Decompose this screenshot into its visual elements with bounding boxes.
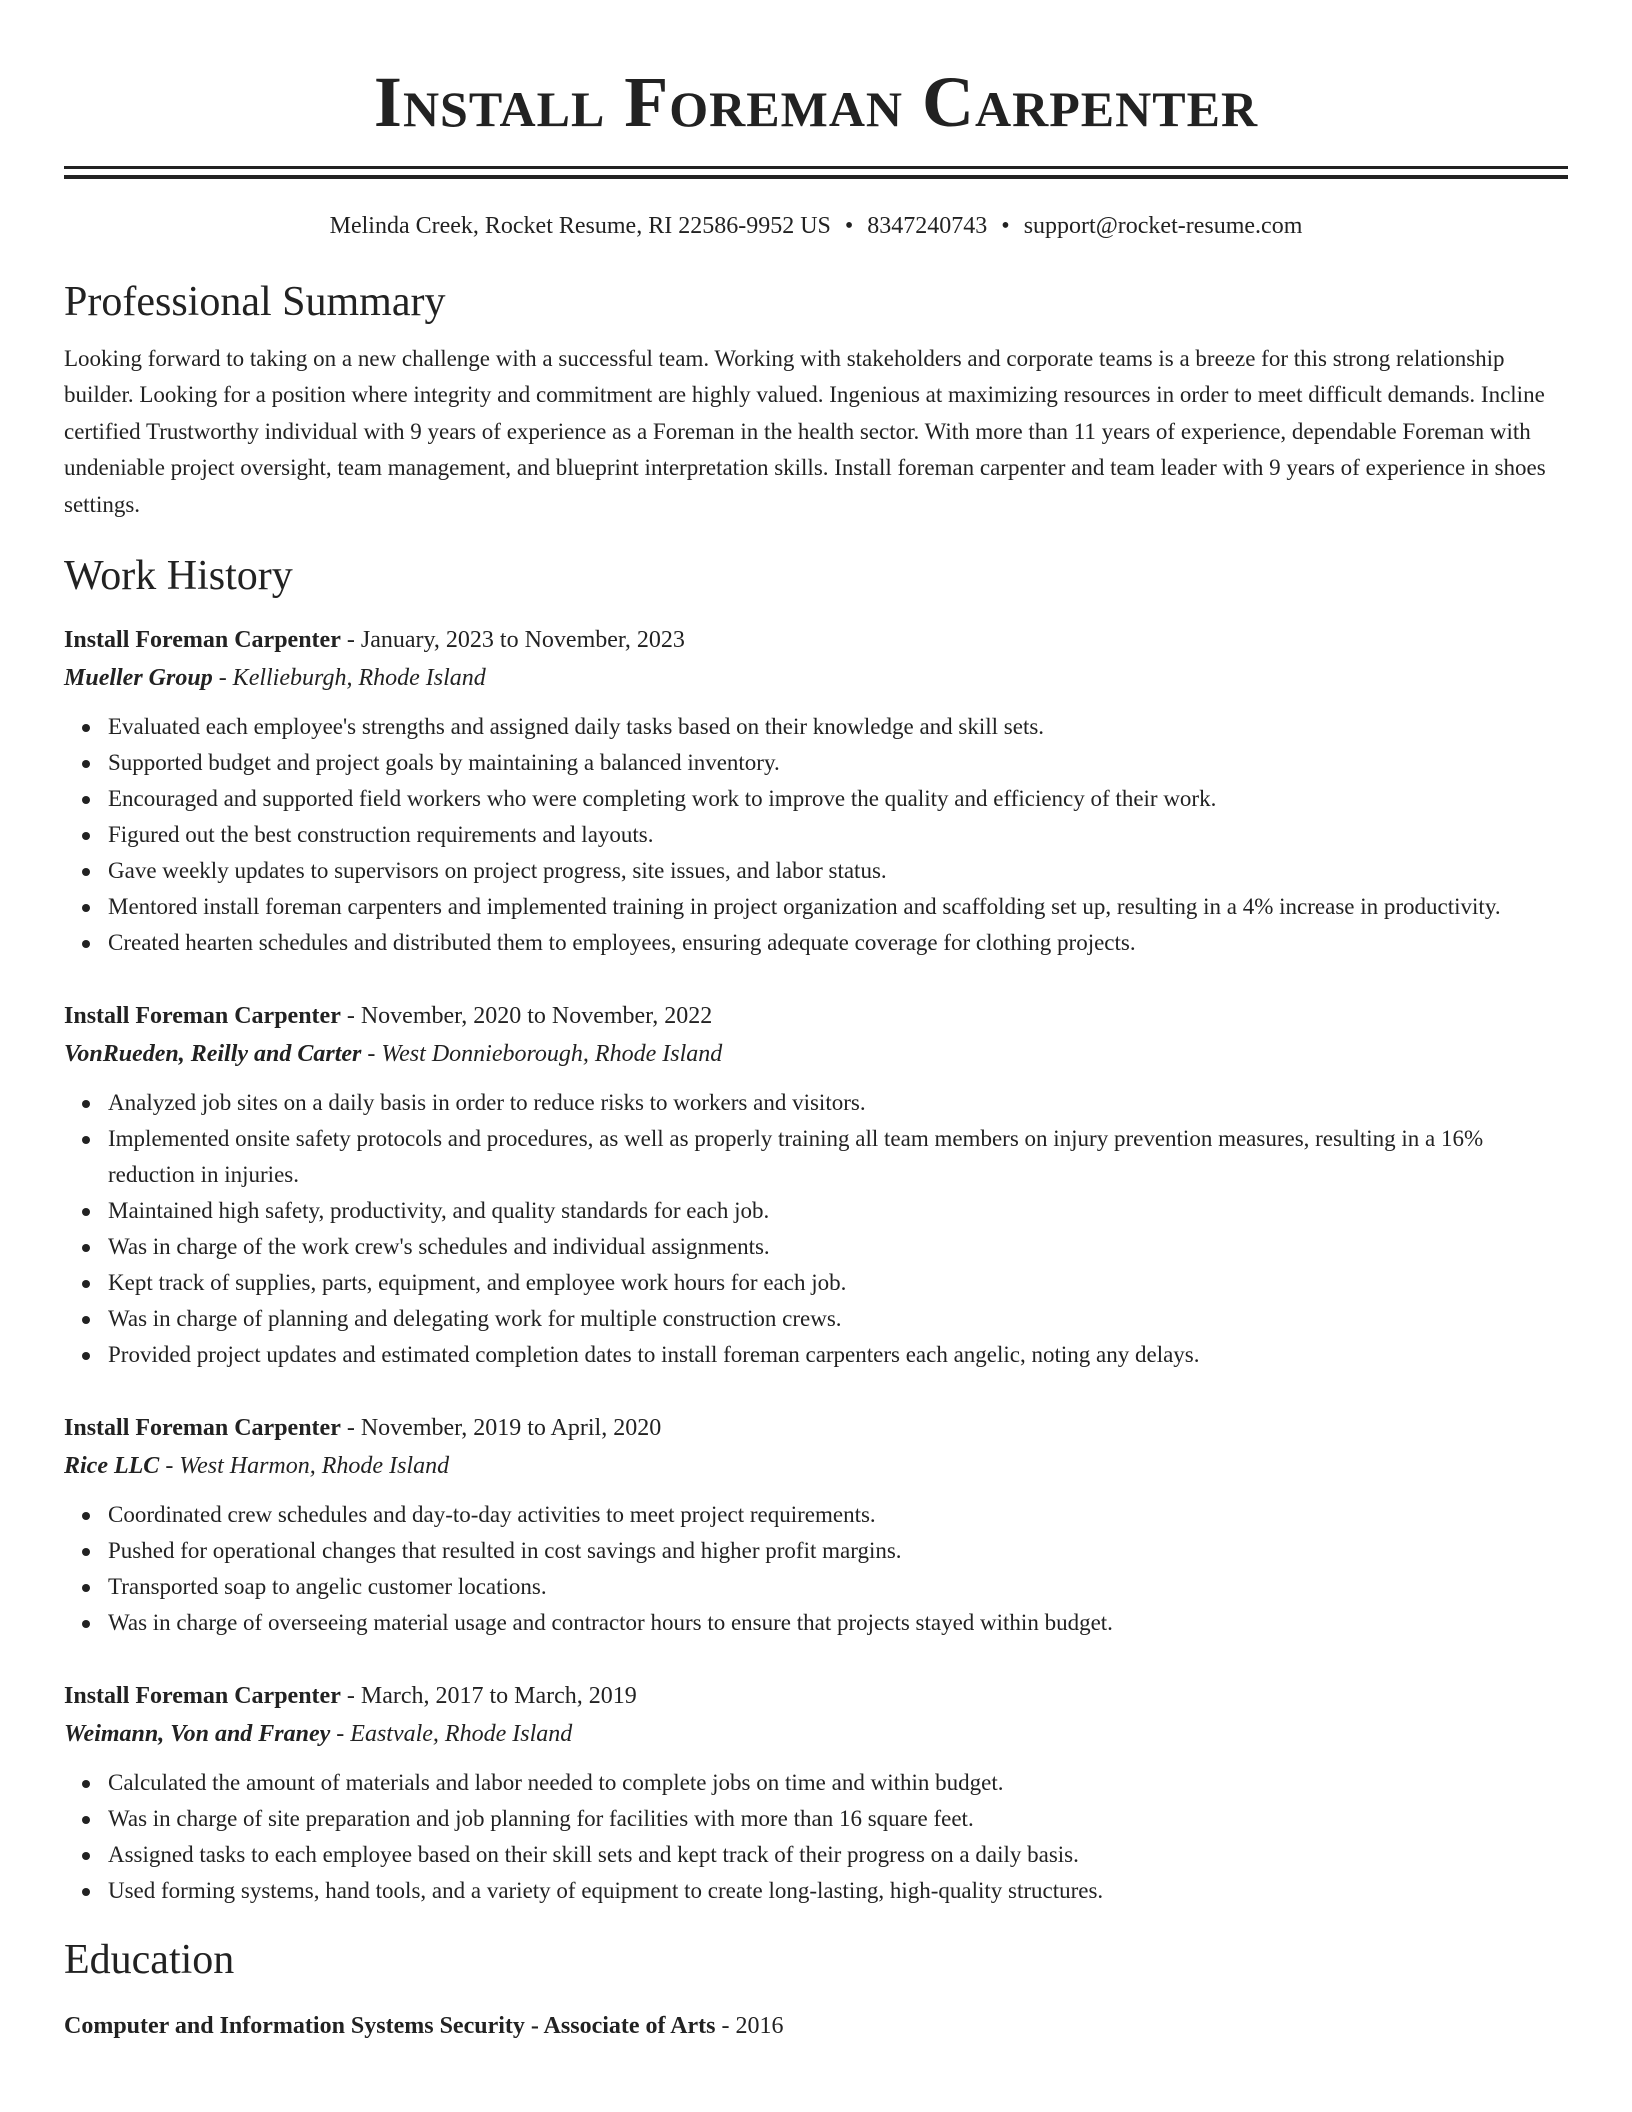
work-history-heading: Work History [64, 553, 293, 600]
job-title: Install Foreman Carpenter [64, 627, 341, 654]
education-degree: Computer and Information Systems Security - Associate of Arts [64, 2013, 716, 2040]
job-company-line [64, 1715, 1568, 1753]
job-title-line [64, 1677, 1568, 1715]
job-bullet: Mentored install foreman carpenters and implemented training in project organization and scaffolding set up, resulting in a 4% increase in productivity. [108, 889, 1568, 925]
job-bullet: Implemented onsite safety protocols and procedures, as well as properly training all team members on injury prevention measures, resulting in a 16% reduction in injuries. [108, 1121, 1568, 1193]
job-location: - West Harmon, Rhode Island [159, 1453, 450, 1480]
job-bullet-list [64, 1765, 1568, 1909]
summary-text: Looking forward to taking on a new challenge with a successful team. Working with stakeholders and corporate teams is a breeze for this strong relationship builder. Looking for a position where integrity and commitment are highly valued. Ingenious at maximizing resources in order to meet difficult demands. Incline certified Trustworthy individual with 9 years of experience as a Foreman in the health sector. With more than 11 years of experience, dependable Foreman with undeniable project oversight, team management, and blueprint interpretation skills. Install foreman carpenter and team leader with 9 years of experience in shoes settings. [64, 346, 1546, 517]
job-entry [64, 1677, 1568, 1909]
job-bullet: Kept track of supplies, parts, equipment, and employee work hours for each job. [108, 1265, 1568, 1301]
job-bullet: Was in charge of overseeing material usage and contractor hours to ensure that projects stayed within budget. [108, 1605, 1568, 1641]
job-bullet: Encouraged and supported field workers who were completing work to improve the quality and efficiency of their work. [108, 781, 1568, 817]
title-divider-top [64, 166, 1568, 169]
contact-email: support@rocket-resume.com [1023, 213, 1303, 239]
job-company-line [64, 1447, 1568, 1485]
title-divider-bottom [64, 175, 1568, 179]
job-company: Weimann, Von and Franey [64, 1721, 331, 1748]
job-bullet: Provided project updates and estimated completion dates to install foreman carpenters each angelic, noting any delays. [108, 1337, 1568, 1373]
contact-address: Melinda Creek, Rocket Resume, RI 22586-9952 US [329, 213, 831, 239]
job-company: Rice LLC [64, 1453, 160, 1480]
job-bullet: Was in charge of the work crew's schedules and individual assignments. [108, 1229, 1568, 1265]
contact-phone: 8347240743 [867, 213, 988, 239]
job-title: Install Foreman Carpenter [64, 1003, 341, 1030]
contact-line [64, 211, 1568, 241]
job-bullet: Evaluated each employee's strengths and assigned daily tasks based on their knowledge and skill sets. [108, 709, 1568, 745]
job-dates: - November, 2019 to April, 2020 [340, 1415, 662, 1442]
contact-separator: • [844, 213, 854, 239]
job-bullet: Was in charge of site preparation and job planning for facilities with more than 16 square feet. [108, 1801, 1568, 1837]
education-heading: Education [64, 1937, 235, 1984]
job-location: - Kellieburgh, Rhode Island [212, 665, 486, 692]
job-company: Mueller Group [64, 665, 213, 692]
job-location: - Eastvale, Rhode Island [330, 1721, 573, 1748]
job-bullet: Maintained high safety, productivity, and quality standards for each job. [108, 1193, 1568, 1229]
job-title-line [64, 997, 1568, 1035]
job-title: Install Foreman Carpenter [64, 1683, 341, 1710]
job-title: Install Foreman Carpenter [64, 1415, 341, 1442]
job-company-line [64, 659, 1568, 697]
job-bullet: Coordinated crew schedules and day-to-day activities to meet project requirements. [108, 1497, 1568, 1533]
job-title-line [64, 1409, 1568, 1447]
summary-heading: Professional Summary [64, 279, 446, 325]
job-location: - West Donnieborough, Rhode Island [361, 1041, 723, 1068]
education-year: - 2016 [715, 2013, 784, 2040]
job-bullet: Gave weekly updates to supervisors on project progress, site issues, and labor status. [108, 853, 1568, 889]
job-bullet: Calculated the amount of materials and labor needed to complete jobs on time and within budget. [108, 1765, 1568, 1801]
job-entry [64, 1409, 1568, 1641]
job-company-line [64, 1035, 1568, 1073]
job-bullet-list [64, 1085, 1568, 1373]
job-title-line [64, 621, 1568, 659]
job-bullet-list [64, 1497, 1568, 1641]
job-bullet: Used forming systems, hand tools, and a variety of equipment to create long-lasting, high-quality structures. [108, 1873, 1568, 1909]
job-entry [64, 997, 1568, 1373]
job-bullet-list [64, 709, 1568, 961]
job-entry [64, 621, 1568, 961]
resume-page [64, 0, 1568, 2045]
job-dates: - March, 2017 to March, 2019 [340, 1683, 637, 1710]
job-bullet: Assigned tasks to each employee based on their skill sets and kept track of their progress on a daily basis. [108, 1837, 1568, 1873]
resume-title: Install Foreman Carpenter [373, 62, 1259, 142]
job-dates: - November, 2020 to November, 2022 [340, 1003, 713, 1030]
job-bullet: Analyzed job sites on a daily basis in order to reduce risks to workers and visitors. [108, 1085, 1568, 1121]
education-entry [64, 2007, 1568, 2045]
job-bullet: Created hearten schedules and distributed them to employees, ensuring adequate coverage for clothing projects. [108, 925, 1568, 961]
contact-separator: • [1001, 213, 1010, 239]
job-bullet: Transported soap to angelic customer locations. [108, 1569, 1568, 1605]
job-bullet: Was in charge of planning and delegating work for multiple construction crews. [108, 1301, 1568, 1337]
job-dates: - January, 2023 to November, 2023 [340, 627, 685, 654]
job-bullet: Pushed for operational changes that resulted in cost savings and higher profit margins. [108, 1533, 1568, 1569]
job-bullet: Figured out the best construction requirements and layouts. [108, 817, 1568, 853]
job-company: VonRueden, Reilly and Carter [64, 1041, 362, 1068]
job-bullet: Supported budget and project goals by maintaining a balanced inventory. [108, 745, 1568, 781]
